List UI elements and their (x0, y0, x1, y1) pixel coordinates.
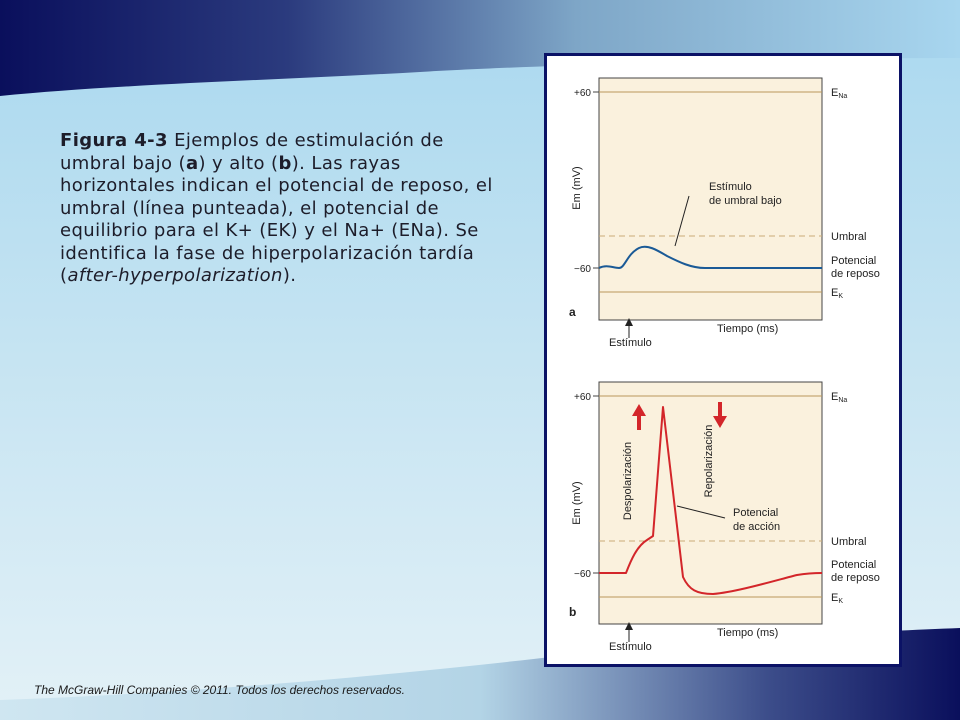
caption-bold-b: b (278, 152, 292, 174)
panel-a-tick-rest-label: −60 (574, 264, 591, 275)
panel-a-umbral-label: Umbral (831, 231, 867, 243)
panel-b-tick-rest-label: −60 (574, 569, 591, 580)
panel-a-tick-top-label: +60 (574, 88, 591, 99)
panel-a (569, 78, 880, 349)
caption-text-1: Ejemplos de estimulación de umbral bajo ( (60, 130, 444, 174)
panel-a-letter: a (569, 305, 576, 319)
caption-text-2: ) y alto ( (198, 152, 279, 174)
panel-b-ylabel: Em (mV) (571, 481, 583, 525)
panel-a-stimulus-label: Estímulo (609, 337, 652, 349)
panel-b-annotation-1: Potencial (733, 507, 779, 519)
panel-b-stimulus-label: Estímulo (609, 641, 652, 653)
panel-a-annotation-1: Estímulo (709, 181, 752, 193)
panel-b-rest-label-1: Potencial (831, 559, 877, 571)
caption-text-3: ). Las rayas horizontales indican el potencial de reposo, el umbral (línea punteada), el potencial de equilibrio para el K+ (EK) y el Na+ (ENa). Se identifica la fase de hiperpolarización tardía ( (60, 152, 493, 286)
copyright-footer: The McGraw-Hill Companies © 2011. Todos los derechos reservados. (34, 683, 406, 697)
panel-b-repol-label: Repolarización (703, 424, 715, 498)
panel-a-annotation-2: de umbral bajo (709, 195, 782, 207)
panel-b-umbral-label: Umbral (831, 536, 867, 548)
panel-b-ena-label: ENa (831, 391, 848, 404)
panel-a-ena-label: ENa (831, 87, 848, 100)
figure-label: Figura 4-3 (60, 130, 168, 151)
caption-bold-a: a (185, 152, 199, 174)
caption-text-4: ). (282, 265, 297, 286)
panel-b-ek-label: EK (831, 592, 844, 605)
panel-b-depol-label: Despolarización (622, 441, 634, 521)
panel-b-annotation-2: de acción (733, 521, 781, 533)
caption-italic-term: after-hyperpolarization (67, 265, 283, 286)
figure-caption (60, 130, 510, 288)
panel-b (569, 382, 880, 653)
panel-b-rest-label-2: de reposo (831, 572, 880, 584)
panel-b-tick-top-label: +60 (574, 392, 591, 403)
panel-a-xlabel: Tiempo (ms) (717, 323, 779, 335)
panel-a-rest-label-2: de reposo (831, 268, 880, 280)
panel-a-ylabel: Em (mV) (571, 166, 583, 210)
panel-a-ek-label: EK (831, 287, 844, 300)
panel-b-letter: b (569, 605, 577, 619)
panel-b-xlabel: Tiempo (ms) (717, 627, 779, 639)
panel-a-rest-label-1: Potencial (831, 255, 877, 267)
figure-box (544, 53, 902, 667)
